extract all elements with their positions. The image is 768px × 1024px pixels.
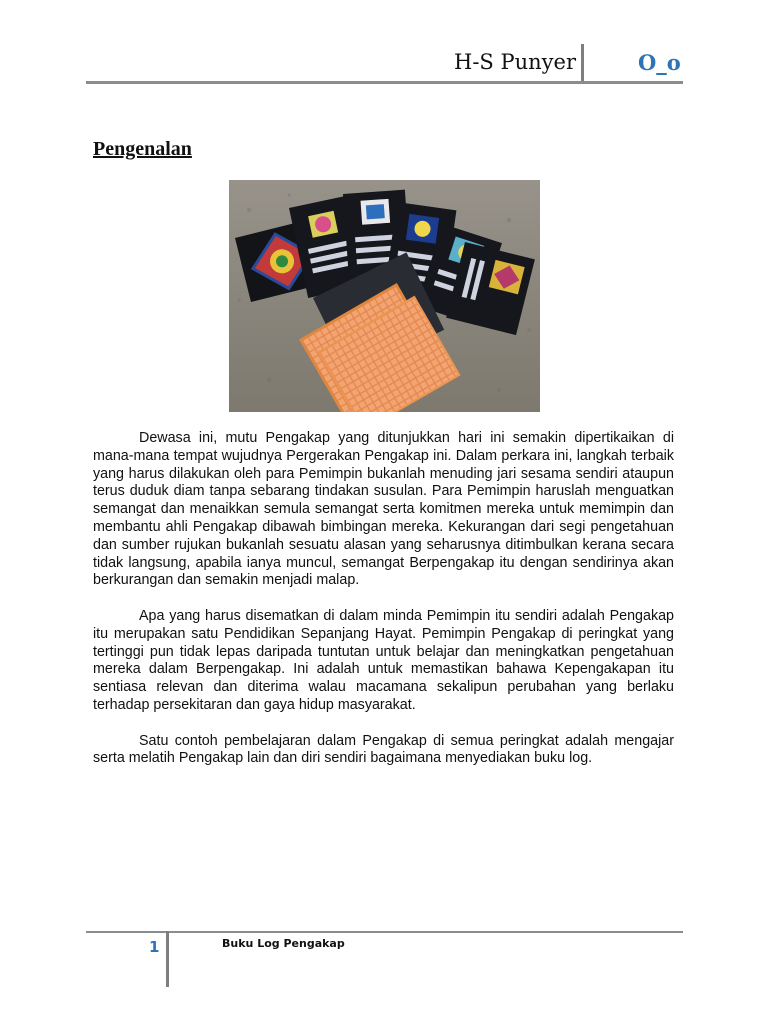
header-mark: O_o: [638, 50, 681, 75]
header-title: H-S Punyer: [454, 50, 576, 74]
section-heading: Pengenalan: [93, 138, 192, 160]
photo-of-logbooks-icon: [229, 180, 540, 412]
footer-divider: [166, 931, 169, 987]
footer-text: Buku Log Pengakap: [222, 937, 345, 950]
paragraph: Satu contoh pembelajaran dalam Pengakap di semua peringkat adalah mengajar serta melatih Pengakap lain dan diri sendiri bagaimana menyediakan buku log.: [93, 732, 674, 767]
body-text: [93, 430, 674, 786]
logbooks-photo: [229, 180, 540, 412]
paragraph: Apa yang harus disematkan di dalam minda Pemimpin itu sendiri adalah Pengakap itu merupakan satu Pendidikan Sepanjang Hayat. Pemimpin Pengakap di peringkat yang tertinggi pun tidak lepas daripada tuntutan untuk belajar dan meningkatkan pengetahuan mereka dalam Berpengakap. Ini adalah untuk memastikan bahawa Kepengakapan itu sentiasa relevan dan diterima walau macamana sekalipun perubahan yang berlaku terhadap persekitaran dan gaya hidup masyarakat.: [93, 607, 674, 713]
page-number: 1: [149, 938, 160, 956]
header-divider: [581, 44, 584, 81]
footer-rule: [86, 931, 683, 933]
header-rule: [86, 81, 683, 84]
paragraph: Dewasa ini, mutu Pengakap yang ditunjukkan hari ini semakin dipertikaikan di mana-mana tempat wujudnya Pergerakan Pengakap ini. Dalam perkara ini, langkah terbaik yang harus dilakukan oleh para Pemimpin bukanlah menuding jari sesama sendiri ataupun terus duduk diam tanpa sebarang tindakan susulan. Para Pemimpin haruslah menguatkan semangat dan menaikkan semula semangat serta komitmen mereka untuk memimpin dan membantu ahli Pengakap dibawah bimbingan mereka. Kekurangan dari segi pengetahuan dan sumber rujukan bukanlah sesuatu alasan yang seharusnya ditimbulkan kerana secara tidak langsung, apabila ianya muncul, semangat Berpengakap itu dengan sendirinya akan berkurangan dan semakin menjadi malap.: [93, 430, 674, 589]
